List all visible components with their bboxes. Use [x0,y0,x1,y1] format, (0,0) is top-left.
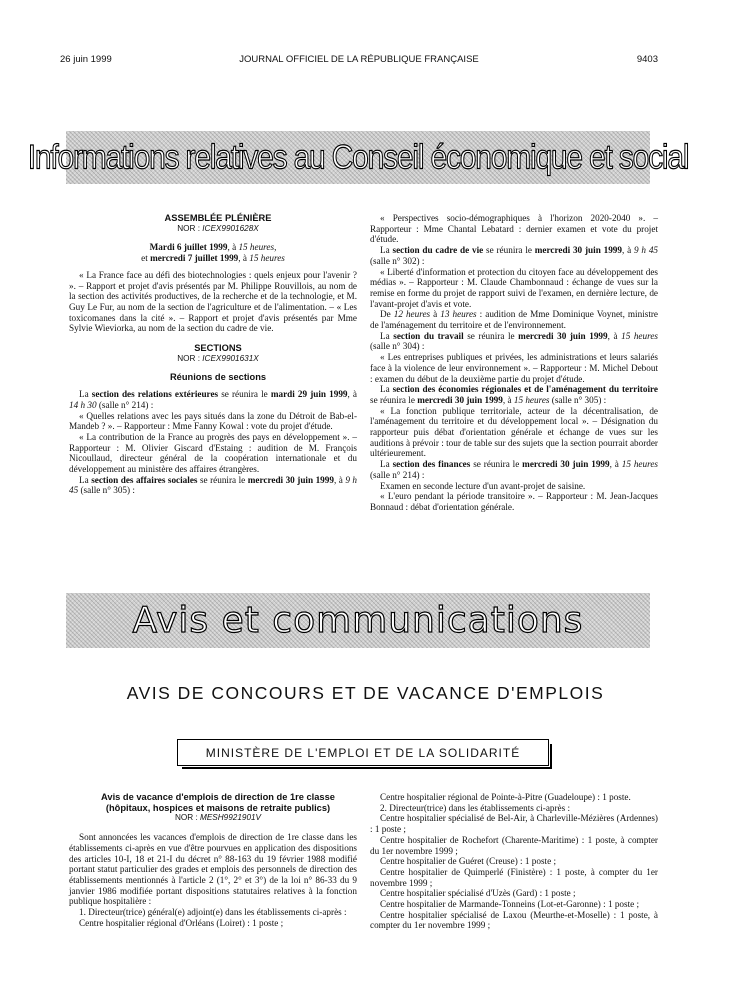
column-right-bottom [370,792,658,931]
list-item: Centre hospitalier spécialisé d'Uzès (Gard) : 1 poste ; [380,888,576,899]
paragraph: « Perspectives socio-démographiques à l'horizon 2020-2040 ». – Rapporteur : Mme Chantal Lebatard : dernier examen et vote du projet d'étude. [370,213,658,245]
list-item: Centre hospitalier de Marmande-Tonneins (Lot-et-Garonne) : 1 poste ; [380,899,640,910]
paragraph: La section des finances se réunira le mercredi 30 juin 1999, à 15 heures (salle n° 214) : [370,459,658,480]
section-banner-avis [66,593,650,648]
paragraph: « La France face au défi des biotechnologies : quels enjeux pour l'avenir ? ». – Rapport et projet d'avis présentés par M. Philippe Rouvillois, au nom de la section des activités productives, de la recherche et de la technologie, et M. Guy Le Fur, au nom de la section de l'agriculture et de l'alimentation. – « Les toxicomanes dans la cité ». – Rapport et projet d'avis présentés par Mme Sylvie Wieviorka, au nom de la section du cadre de vie. [69,269,357,334]
paragraph: La section des économies régionales et de l'aménagement du territoire se réunira le mercredi 30 juin 1999, à 15 heures (salle n° 305) : [370,384,658,405]
section-banner-conseil [27,131,689,184]
list-item: 2. Directeur(trice) dans les établissements ci-après : [380,802,571,813]
paragraph: « L'euro pendant la période transitoire ». – Rapporteur : M. Jean-Jacques Bonnaud : débat d'orientation générale. [370,491,658,512]
paragraph: Sont annoncées les vacances d'emplois de direction de 1re classe dans les établissements ci-après en vue d'être pourvues en application des dispositions des articles 10-I, 18 et 21-I du décret n° 88-163 du 19 février 1988 modifié portant statut particulier des grades et emplois des personnels de direction des établissements mentionnés à l'article 2 (1°, 2° et 3°) de la loi n° 86-33 du 9 janvier 1986 modifiée portant dispositions statutaires relatives à la fonction publique hospitalière : [69,832,357,907]
page-header [60,54,658,68]
paragraph: « La fonction publique territoriale, acteur de la décentralisation, de l'aménagement du territoire et du développement local ». – Désignation du rapporteur puis débat d'orientation générale et échange de vues sur les auditions à prévoir : tour de table sur des sujets que la section pourrait aborder ultérieurement. [370,405,658,459]
nor-reference: NOR : ICEX9901631X [177,353,259,363]
notice-title: Avis de vacance d'emplois de direction de 1re classe [101,792,335,802]
avis-heading: AVIS DE CONCOURS ET DE VACANCE D'EMPLOIS [126,683,605,703]
paragraph: « Les entreprises publiques et privées, les administrations et leurs salariés face à la violence de leur environnement ». – Rapporteur : M. Michel Debout : examen du début de la deuxième partie du projet d'étude. [370,352,658,384]
session-date-line2: et mercredi 7 juillet 1999, à 15 heures [141,253,285,264]
ministry-title: MINISTÈRE DE L'EMPLOI ET DE LA SOLIDARITÉ [205,745,521,760]
list-item: Centre hospitalier de Guéret (Creuse) : 1 poste ; [380,856,557,867]
notice-subtitle: (hôpitaux, hospices et maisons de retraite publics) [105,802,331,813]
paragraph: La section du travail se réunira le mercredi 30 juin 1999, à 15 heures (salle n° 304) : [370,330,658,352]
paragraph: « Liberté d'information et protection du citoyen face au développement des médias ». – Rapporteur : M. Claude Chambonnaud : échange de vues sur la remise en forme du projet de rapport suivi de l'examen, en dernière lecture, de l'avant-projet d'avis et vote. [370,266,658,309]
column-left-bottom [69,792,357,928]
header-date: 26 juin 1999 [60,54,112,65]
session-date-line1: Mardi 6 juillet 1999, à 15 heures, [149,242,277,253]
paragraph: 1. Directeur(trice) général(e) adjoint(e) dans les établissements ci-après : [79,907,347,918]
list-item: Centre hospitalier de Rochefort (Charente-Maritime) : 1 poste, à compter du 1er novembre 1999 ; [370,834,658,856]
list-item: Centre hospitalier spécialisé de Bel-Air, à Charleville-Mézières (Ardennes) : 1 poste ; [370,813,658,835]
banner-title: Informations relatives au Conseil économique et social [27,137,689,176]
paragraph: Centre hospitalier régional d'Orléans (Loiret) : 1 poste ; [79,917,284,928]
list-item: Centre hospitalier de Quimperlé (Finistère) : 1 poste, à compter du 1er novembre 1999 ; [370,866,658,888]
paragraph: La section des relations extérieures se réunira le mardi 29 juin 1999, à 14 h 30 (salle n° 214) : [69,389,357,410]
paragraph: Examen en seconde lecture d'un avant-projet de saisine. [380,480,586,491]
nor-reference: NOR : MESH9921901V [174,813,262,823]
paragraph: « Quelles relations avec les pays situés dans la zone du Détroit de Bab-el-Mandeb ? ». – Rapporteur : Mme Fanny Kowal : vote du projet d'étude. [69,410,357,432]
list-item: Centre hospitalier régional de Pointe-à-Pitre (Guadeloupe) : 1 poste. [380,792,631,802]
journal-title: JOURNAL OFFICIEL DE LA RÉPUBLIQUE FRANÇAISE [239,54,479,65]
banner-title: Avis et communications [132,600,584,641]
paragraph: La section du cadre de vie se réunira le mercredi 30 juin 1999, à 9 h 45 (salle n° 302) : [370,245,658,266]
assembly-title: ASSEMBLÉE PLÉNIÈRE [164,213,272,223]
paragraph: « La contribution de la France au progrès des pays en développement ». – Rapporteur : M. Olivier Giscard d'Estaing : audition de M. François Nicoullaud, directeur général de la coopération internationale et du développement au ministère des affaires étrangères. [69,431,357,475]
ministry-box [177,739,549,766]
paragraph: La section des affaires sociales se réunira le mercredi 30 juin 1999, à 9 h 45 (salle n° 305) : [69,474,358,496]
page-number: 9403 [636,54,658,65]
nor-reference: NOR : ICEX9901628X [177,223,259,233]
column-left-top [69,213,357,496]
meetings-subtitle: Réunions de sections [169,372,267,383]
list-item: Centre hospitalier spécialisé de Laxou (Meurthe-et-Moselle) : 1 poste, à compter du 1er novembre 1999 ; [370,909,658,931]
column-right-top [370,213,658,513]
paragraph: De 12 heures à 13 heures : audition de Mme Dominique Voynet, ministre de l'aménagement du territoire et de l'environnement. [370,309,659,331]
sections-title: SECTIONS [194,343,242,354]
